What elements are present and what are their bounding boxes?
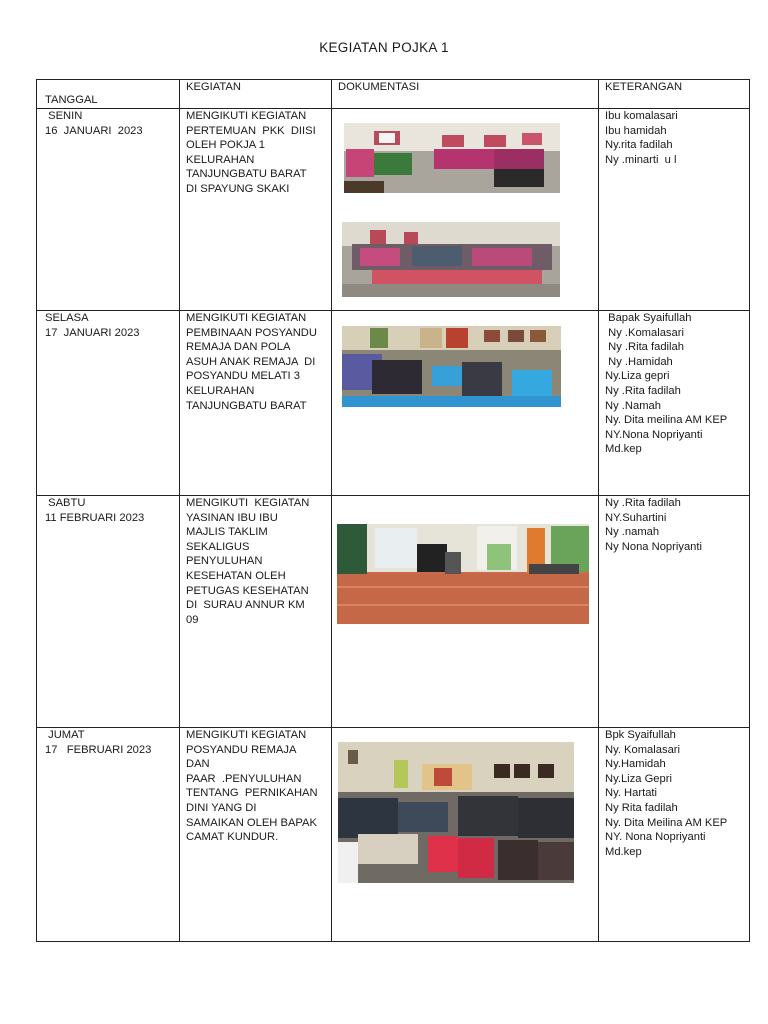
dokumentasi-cell	[332, 496, 599, 728]
table-row	[37, 311, 750, 496]
kegiatan-cell: MENGIKUTI KEGIATAN POSYANDU REMAJA DAN PAAR .PENYULUHAN TENTANG PERNIKAHAN DINI YANG DI SAMAIKAN OLEH BAPAK CAMAT KUNDUR.	[180, 728, 332, 942]
document-title: KEGIATAN POJKA 1	[319, 40, 449, 55]
dokumentasi-cell	[332, 311, 599, 496]
kegiatan-cell: MENGIKUTI KEGIATAN PERTEMUAN PKK DIISI OLEH POKJA 1 KELURAHAN TANJUNGBATU BARAT DI SPAYUNG SKAKI	[180, 109, 332, 311]
surau-photo	[337, 524, 589, 624]
posyandu-photo	[342, 326, 561, 407]
table-row	[37, 496, 750, 728]
dokumentasi-cell	[332, 728, 599, 942]
header-kegiatan: KEGIATAN	[180, 80, 332, 109]
kegiatan-cell: MENGIKUTI KEGIATAN PEMBINAAN POSYANDU REMAJA DAN POLA ASUH ANAK REMAJA DI POSYANDU MELATI 3 KELURAHAN TANJUNGBATU BARAT	[180, 311, 332, 496]
posyandu-remaja-photo	[338, 742, 574, 883]
header-keterangan: KETERANGAN	[599, 80, 750, 109]
date-cell: SABTU 11 FEBRUARI 2023	[37, 496, 180, 728]
keterangan-cell: Ny .Rita fadilah NY.Suhartini Ny .namah Ny Nona Nopriyanti	[599, 496, 750, 728]
dokumentasi-cell	[332, 109, 599, 311]
table-row	[37, 109, 750, 311]
date-cell: SENIN 16 JANUARI 2023	[37, 109, 180, 311]
date-cell: SELASA 17 JANUARI 2023	[37, 311, 180, 496]
header-dokumentasi: DOKUMENTASI	[332, 80, 599, 109]
activity-table	[36, 79, 750, 942]
keterangan-cell: Ibu komalasari Ibu hamidah Ny.rita fadilah Ny .minarti u l	[599, 109, 750, 311]
table-row	[37, 728, 750, 942]
header-tanggal: TANGGAL	[37, 80, 180, 109]
table-header-row	[37, 80, 750, 109]
meeting-photo	[344, 123, 560, 193]
keterangan-cell: Bpk Syaifullah Ny. Komalasari Ny.Hamidah Ny.Liza Gepri Ny. Hartati Ny Rita fadilah Ny. Dita Meilina AM KEP NY. Nona Nopriyanti Md.kep	[599, 728, 750, 942]
meeting-photo-audience	[342, 222, 560, 297]
date-cell: JUMAT 17 FEBRUARI 2023	[37, 728, 180, 942]
kegiatan-cell: MENGIKUTI KEGIATAN YASINAN IBU IBU MAJLIS TAKLIM SEKALIGUS PENYULUHAN KESEHATAN OLEH PETUGAS KESEHATAN DI SURAU ANNUR KM 09	[180, 496, 332, 728]
keterangan-cell: Bapak Syaifullah Ny .Komalasari Ny .Rita fadilah Ny .Hamidah Ny.Liza gepri Ny .Rita fadilah Ny .Namah Ny. Dita meilina AM KEP NY.Nona Nopriyanti Md.kep	[599, 311, 750, 496]
